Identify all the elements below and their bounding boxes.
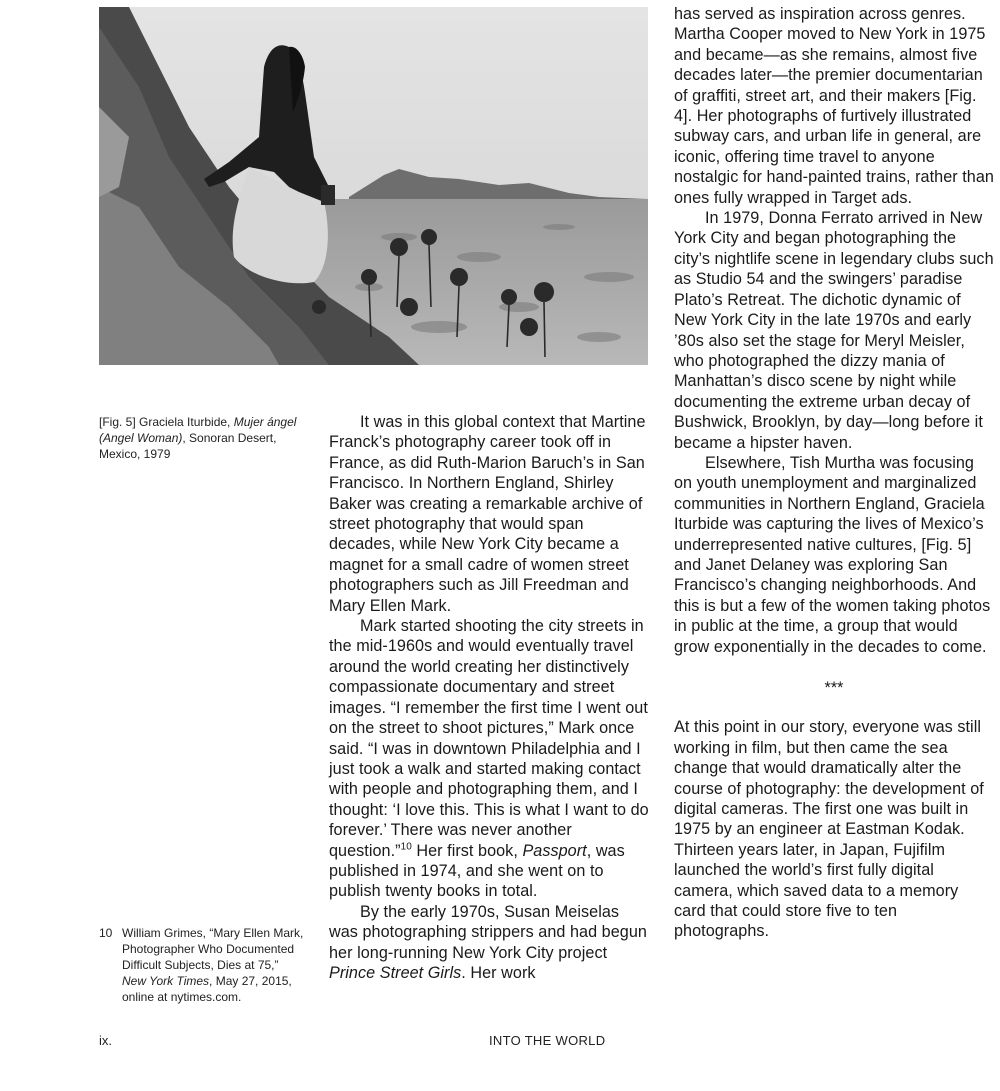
paragraph-text: Her first book, xyxy=(411,841,523,860)
paragraph xyxy=(329,902,649,984)
footnote-number: 10 xyxy=(99,926,113,940)
caption-title: Mujer ángel (Angel Woman) xyxy=(99,415,297,445)
footnote xyxy=(99,925,304,1005)
footnote-text xyxy=(122,925,304,1005)
paragraph-text: Mark started shooting the city streets in the mid-1960s and would eventually travel around the world creating her distinctively compassionate documentary and street images. “I remember the first time I went out on the street to shoot pictures,” Mark once said. “I was in downtown Philadelphia and I just took a walk and started making contact with people and photographing them, and I thought: ‘I love this. This is what I want to do forever.’ There was never another question.” xyxy=(329,617,649,860)
paragraph-text: , was published in 1974, and she went on to publish twenty books in total. xyxy=(329,841,625,901)
paragraph-text: By the early 1970s, Susan Meiselas was photographing strippers and had begun her long-running New York City project xyxy=(329,902,647,962)
caption-prefix: [Fig. 5] Graciela Iturbide, xyxy=(99,415,234,429)
paragraph-text: . Her work xyxy=(461,963,536,982)
footnote-reference[interactable]: 10 xyxy=(400,841,412,853)
body-column-middle xyxy=(329,412,649,983)
caption-suffix: , Sonoran Desert, Mexico, 1979 xyxy=(99,431,277,461)
footnote-citation-end: , May 27, 2015, online at nytimes.com. xyxy=(122,974,292,1004)
book-title: Passport xyxy=(522,841,587,860)
running-head: INTO THE WORLD xyxy=(489,1033,606,1048)
paragraph xyxy=(329,616,649,902)
body-column-right xyxy=(674,4,994,942)
paragraph: In 1979, Donna Ferrato arrived in New York City and began photographing the city’s nightlife scene in legendary clubs such as Studio 54 and the swingers’ paradise Plato’s Retreat. The dichotic dynamic of New York City in the late 1970s and early ’80s also set the stage for Meryl Meisler, who photographed the dizzy mania of Manhattan’s disco scene by night while documenting the extreme urban decay of Bushwick, Brooklyn, by day—long before it became a hipster haven. xyxy=(674,209,994,452)
paragraph: It was in this global context that Martine Franck’s photography career took off in France, as did Ruth-Marion Baruch’s in San Francisco. In Northern England, Shirley Baker was creating a remarkable archive of street photography that would span decades, while New York City became a magnet for a small cadre of women street photographers such as Jill Freedman and Mary Ellen Mark. xyxy=(329,413,646,615)
project-title: Prince Street Girls xyxy=(329,963,462,982)
footnote-citation: William Grimes, “Mary Ellen Mark, Photographer Who Documented Difficult Subjects, Dies at 75,” xyxy=(122,926,304,972)
publication-title: New York Times xyxy=(122,974,210,988)
photograph-image xyxy=(99,7,648,365)
figure-caption xyxy=(99,414,304,462)
paragraph: has served as inspiration across genres. Martha Cooper moved to New York in 1975 and became—as she remains, almost five decades later—the premier documentarian of graffiti, street art, and their makers [Fig. 4]. Her photographs of furtively illustrated subway cars, and urban life in general, are iconic, offering time travel to anyone nostalgic for hand-painted trains, rather than ones fully wrapped in Target ads. xyxy=(674,5,994,207)
paragraph: Elsewhere, Tish Murtha was focusing on youth unemployment and marginalized communities in Northern England, Graciela Iturbide was capturing the lives of Mexico’s underrepresented native cultures, [Fig. 5] and Janet Delaney was exploring San Francisco’s changing neighborhoods. And this is but a few of the women taking photos in public at the time, a group that would grow exponentially in the decades to come. xyxy=(674,453,991,656)
figure-photograph xyxy=(99,7,648,365)
section-break: *** xyxy=(824,679,844,697)
page-number: ix. xyxy=(99,1033,112,1048)
paragraph: At this point in our story, everyone was still working in film, but then came the sea change that would dramatically alter the course of photography: the development of digital cameras. The first one was built in 1975 by an engineer at Eastman Kodak. Thirteen years later, in Japan, Fujifilm launched the world’s first fully digital camera, which saved data to a memory card that could store five to ten photographs. xyxy=(674,718,984,941)
